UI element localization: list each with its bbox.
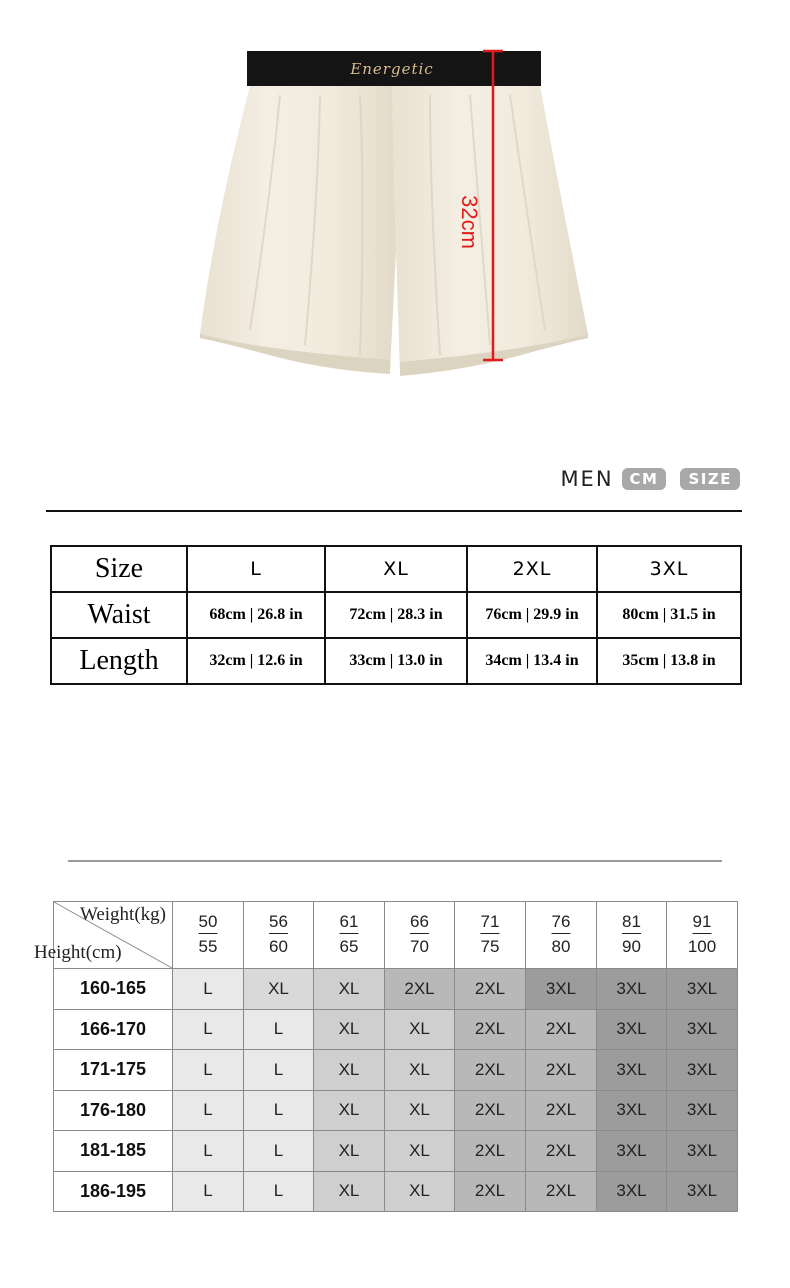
height-range-label: 181-185: [54, 1131, 173, 1172]
recommendation-body: [54, 969, 738, 1212]
recommended-size-cell: L: [244, 1009, 314, 1050]
height-row: [54, 1009, 738, 1050]
height-row: [54, 1131, 738, 1172]
recommended-size-cell: XL: [314, 1131, 385, 1172]
length-label: Length: [51, 638, 187, 684]
recommended-size-cell: L: [173, 1050, 244, 1091]
section-divider: [68, 860, 722, 862]
recommended-size-cell: 3XL: [597, 1050, 667, 1091]
recommended-size-cell: 3XL: [667, 1009, 738, 1050]
height-row: [54, 1090, 738, 1131]
recommended-size-cell: 2XL: [385, 969, 455, 1010]
waist-label: Waist: [51, 592, 187, 638]
recommended-size-cell: 2XL: [455, 1131, 526, 1172]
recommended-size-cell: L: [173, 1131, 244, 1172]
recommended-size-cell: XL: [385, 1050, 455, 1091]
recommended-size-cell: 2XL: [455, 1050, 526, 1091]
recommended-size-cell: XL: [385, 1131, 455, 1172]
shorts-product-image: [0, 0, 790, 420]
recommended-size-cell: 3XL: [667, 969, 738, 1010]
recommended-size-cell: 3XL: [667, 1090, 738, 1131]
recommended-size-cell: 2XL: [526, 1171, 597, 1212]
height-range-label: 186-195: [54, 1171, 173, 1212]
recommended-size-cell: XL: [385, 1009, 455, 1050]
recommended-size-cell: XL: [314, 969, 385, 1010]
recommended-size-cell: L: [244, 1171, 314, 1212]
height-range-label: 166-170: [54, 1009, 173, 1050]
recommended-size-cell: XL: [244, 969, 314, 1010]
height-range-label: 171-175: [54, 1050, 173, 1091]
recommended-size-cell: 3XL: [597, 1090, 667, 1131]
recommended-size-cell: XL: [385, 1090, 455, 1131]
recommended-size-cell: L: [173, 969, 244, 1010]
recommended-size-cell: 3XL: [667, 1050, 738, 1091]
recommended-size-cell: XL: [385, 1171, 455, 1212]
waist-value: 80cm | 31.5 in: [597, 592, 741, 638]
size-header-XL: XL: [325, 546, 467, 592]
recommended-size-cell: 2XL: [526, 1009, 597, 1050]
waist-value: 76cm | 29.9 in: [467, 592, 597, 638]
shorts-right-leg: [392, 86, 588, 374]
recommended-size-cell: 2XL: [526, 1050, 597, 1091]
length-value: 35cm | 13.8 in: [597, 638, 741, 684]
height-range-label: 160-165: [54, 969, 173, 1010]
size-recommendation-table: [34, 901, 738, 1212]
height-range-label: 176-180: [54, 1090, 173, 1131]
recommended-size-cell: L: [244, 1090, 314, 1131]
weight-axis-label: Weight(kg): [79, 904, 166, 925]
height-row: [54, 1050, 738, 1091]
recommended-size-cell: XL: [314, 1050, 385, 1091]
header-divider: [46, 510, 742, 512]
size-header-L: L: [187, 546, 325, 592]
size-column-header: Size: [51, 546, 187, 592]
recommended-size-cell: 2XL: [455, 969, 526, 1010]
recommended-size-cell: L: [173, 1090, 244, 1131]
weight-header-row: [54, 902, 738, 969]
size-header-2XL: 2XL: [467, 546, 597, 592]
recommended-size-cell: 2XL: [455, 1090, 526, 1131]
weight-range-header: 91 100: [667, 902, 738, 969]
length-measure-label: 32cm: [457, 195, 482, 249]
recommended-size-cell: 2XL: [526, 1090, 597, 1131]
recommended-size-cell: XL: [314, 1090, 385, 1131]
weight-range-header: 61 65: [314, 902, 385, 969]
size-header-3XL: 3XL: [597, 546, 741, 592]
measurement-header-row: [51, 546, 741, 592]
recommended-size-cell: L: [173, 1009, 244, 1050]
height-row: [54, 969, 738, 1010]
recommended-size-cell: L: [173, 1171, 244, 1212]
weight-range-header: 71 75: [455, 902, 526, 969]
waist-value: 68cm | 26.8 in: [187, 592, 325, 638]
waist-value: 72cm | 28.3 in: [325, 592, 467, 638]
recommended-size-cell: L: [244, 1131, 314, 1172]
corner-header-cell: [34, 902, 173, 969]
recommended-size-cell: 2XL: [455, 1171, 526, 1212]
recommended-size-cell: 3XL: [597, 969, 667, 1010]
weight-range-header: 76 80: [526, 902, 597, 969]
size-badge: SIZE: [680, 468, 740, 490]
weight-range-header: 81 90: [597, 902, 667, 969]
recommended-size-cell: XL: [314, 1171, 385, 1212]
recommended-size-cell: 3XL: [597, 1009, 667, 1050]
cm-badge: CM: [622, 468, 667, 490]
waistband-embroidery: Energetic: [350, 60, 434, 78]
length-value: 32cm | 12.6 in: [187, 638, 325, 684]
recommended-size-cell: 2XL: [526, 1131, 597, 1172]
recommended-size-cell: L: [244, 1050, 314, 1091]
shorts-left-leg: [200, 86, 396, 372]
weight-range-header: 56 60: [244, 902, 314, 969]
recommended-size-cell: 3XL: [597, 1171, 667, 1212]
recommended-size-cell: 3XL: [597, 1131, 667, 1172]
length-value: 33cm | 13.0 in: [325, 638, 467, 684]
measurement-table: [50, 545, 742, 685]
weight-range-header: 50 55: [173, 902, 244, 969]
recommended-size-cell: 3XL: [526, 969, 597, 1010]
recommended-size-cell: 2XL: [455, 1009, 526, 1050]
weight-range-header: 66 70: [385, 902, 455, 969]
recommended-size-cell: 3XL: [667, 1131, 738, 1172]
men-label: MEN: [560, 467, 614, 491]
length-value: 34cm | 13.4 in: [467, 638, 597, 684]
recommended-size-cell: XL: [314, 1009, 385, 1050]
waist-row: [51, 592, 741, 638]
height-row: [54, 1171, 738, 1212]
recommended-size-cell: 3XL: [667, 1171, 738, 1212]
length-row: [51, 638, 741, 684]
size-chart-header: [560, 466, 740, 492]
height-axis-label: Height(cm): [34, 942, 122, 963]
